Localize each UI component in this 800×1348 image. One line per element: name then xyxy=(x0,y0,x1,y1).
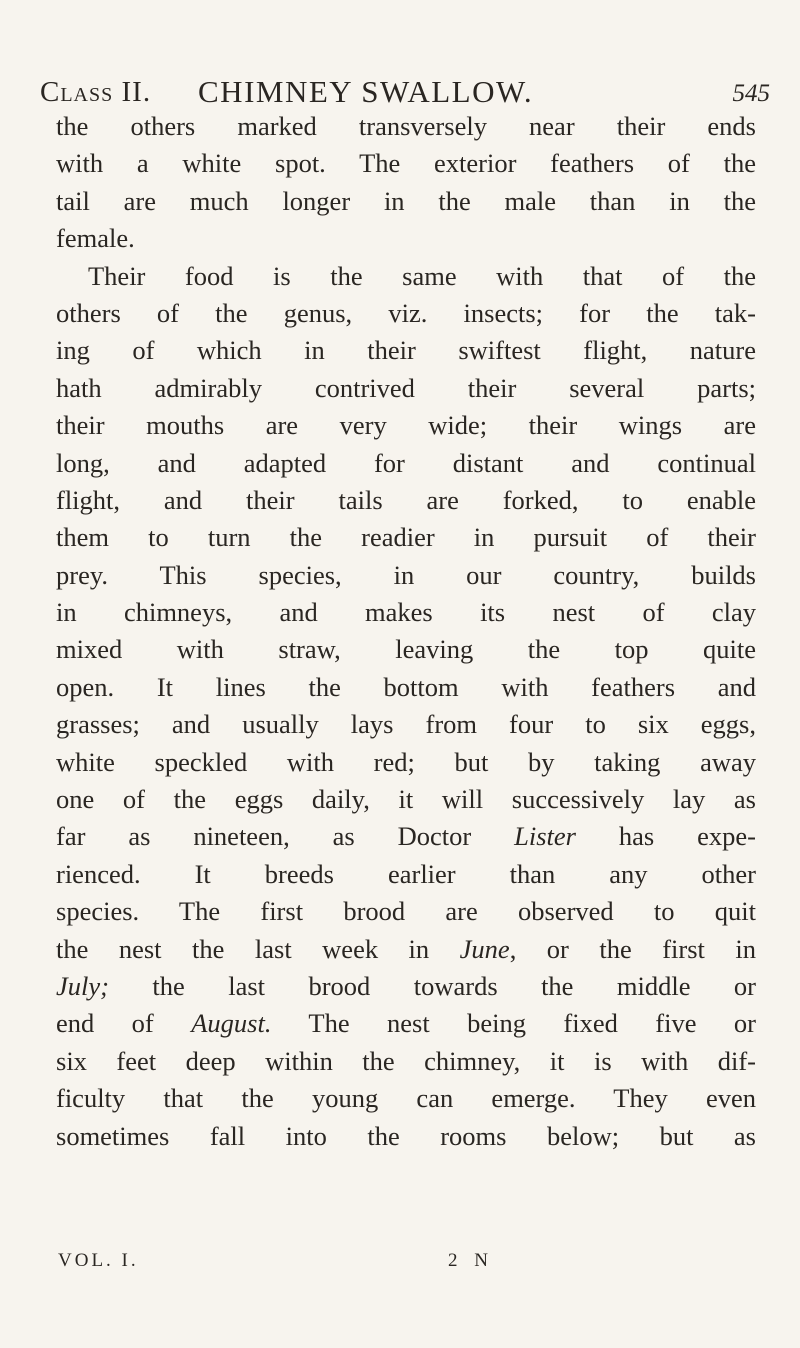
text-line: July; the last brood towards the middle or xyxy=(56,970,756,1001)
text-line: sometimes fall into the rooms below; but as xyxy=(56,1120,756,1151)
text-line: grasses; and usually lays from four to six eggs, xyxy=(56,709,756,740)
text-line: far as nineteen, as Doctor Lister has expe- xyxy=(56,821,756,852)
italic-month: July; xyxy=(56,970,109,1001)
text-line: ing of which in their swiftest flight, nature xyxy=(56,335,756,366)
text-line: six feet deep within the chimney, it is with dif- xyxy=(56,1045,756,1076)
page-number: 545 xyxy=(732,80,770,107)
italic-name: Lister xyxy=(514,821,576,852)
signature-mark: 2 N xyxy=(448,1250,494,1271)
text-line: one of the eggs daily, it will successively lay as xyxy=(56,784,756,815)
text-line: in chimneys, and makes its nest of clay xyxy=(56,597,756,628)
page-footer xyxy=(58,1250,528,1280)
italic-month: June xyxy=(459,933,510,964)
italic-month: August. xyxy=(191,1008,272,1039)
text-line: rienced. It breeds earlier than any other xyxy=(56,858,756,889)
running-title: CHIMNEY SWALLOW. xyxy=(198,74,534,109)
text-line: their mouths are very wide; their wings are xyxy=(56,410,756,441)
text-line: Their food is the same with that of the xyxy=(88,260,756,291)
text-line: prey. This species, in our country, builds xyxy=(56,559,756,590)
body-text xyxy=(56,108,756,1155)
text-line: with a white spot. The exterior feathers of the xyxy=(56,148,756,179)
text-line: them to turn the readier in pursuit of their xyxy=(56,522,756,553)
text-line: mixed with straw, leaving the top quite xyxy=(56,634,756,665)
text-line: end of August. The nest being fixed five or xyxy=(56,1008,757,1039)
text-line: hath admirably contrived their several parts; xyxy=(56,372,756,403)
text-line: the others marked transversely near their ends xyxy=(56,111,756,141)
text-line: white speckled with red; but by taking away xyxy=(56,746,756,777)
text-line: tail are much longer in the male than in the xyxy=(56,185,756,216)
class-label: Class II. xyxy=(40,76,152,108)
text-line: female. xyxy=(56,223,135,254)
text-line: ficulty that the young can emerge. They even xyxy=(56,1083,756,1114)
text-line: others of the genus, viz. insects; for the tak- xyxy=(56,297,756,328)
text-line: species. The first brood are observed to quit xyxy=(56,896,756,927)
volume-label: VOL. I. xyxy=(58,1250,139,1271)
text-line: long, and adapted for distant and continual xyxy=(56,447,756,478)
text-line: the nest the last week in June, or the first in xyxy=(56,933,757,964)
text-line: flight, and their tails are forked, to enable xyxy=(56,484,756,515)
text-line: open. It lines the bottom with feathers and xyxy=(56,671,756,702)
